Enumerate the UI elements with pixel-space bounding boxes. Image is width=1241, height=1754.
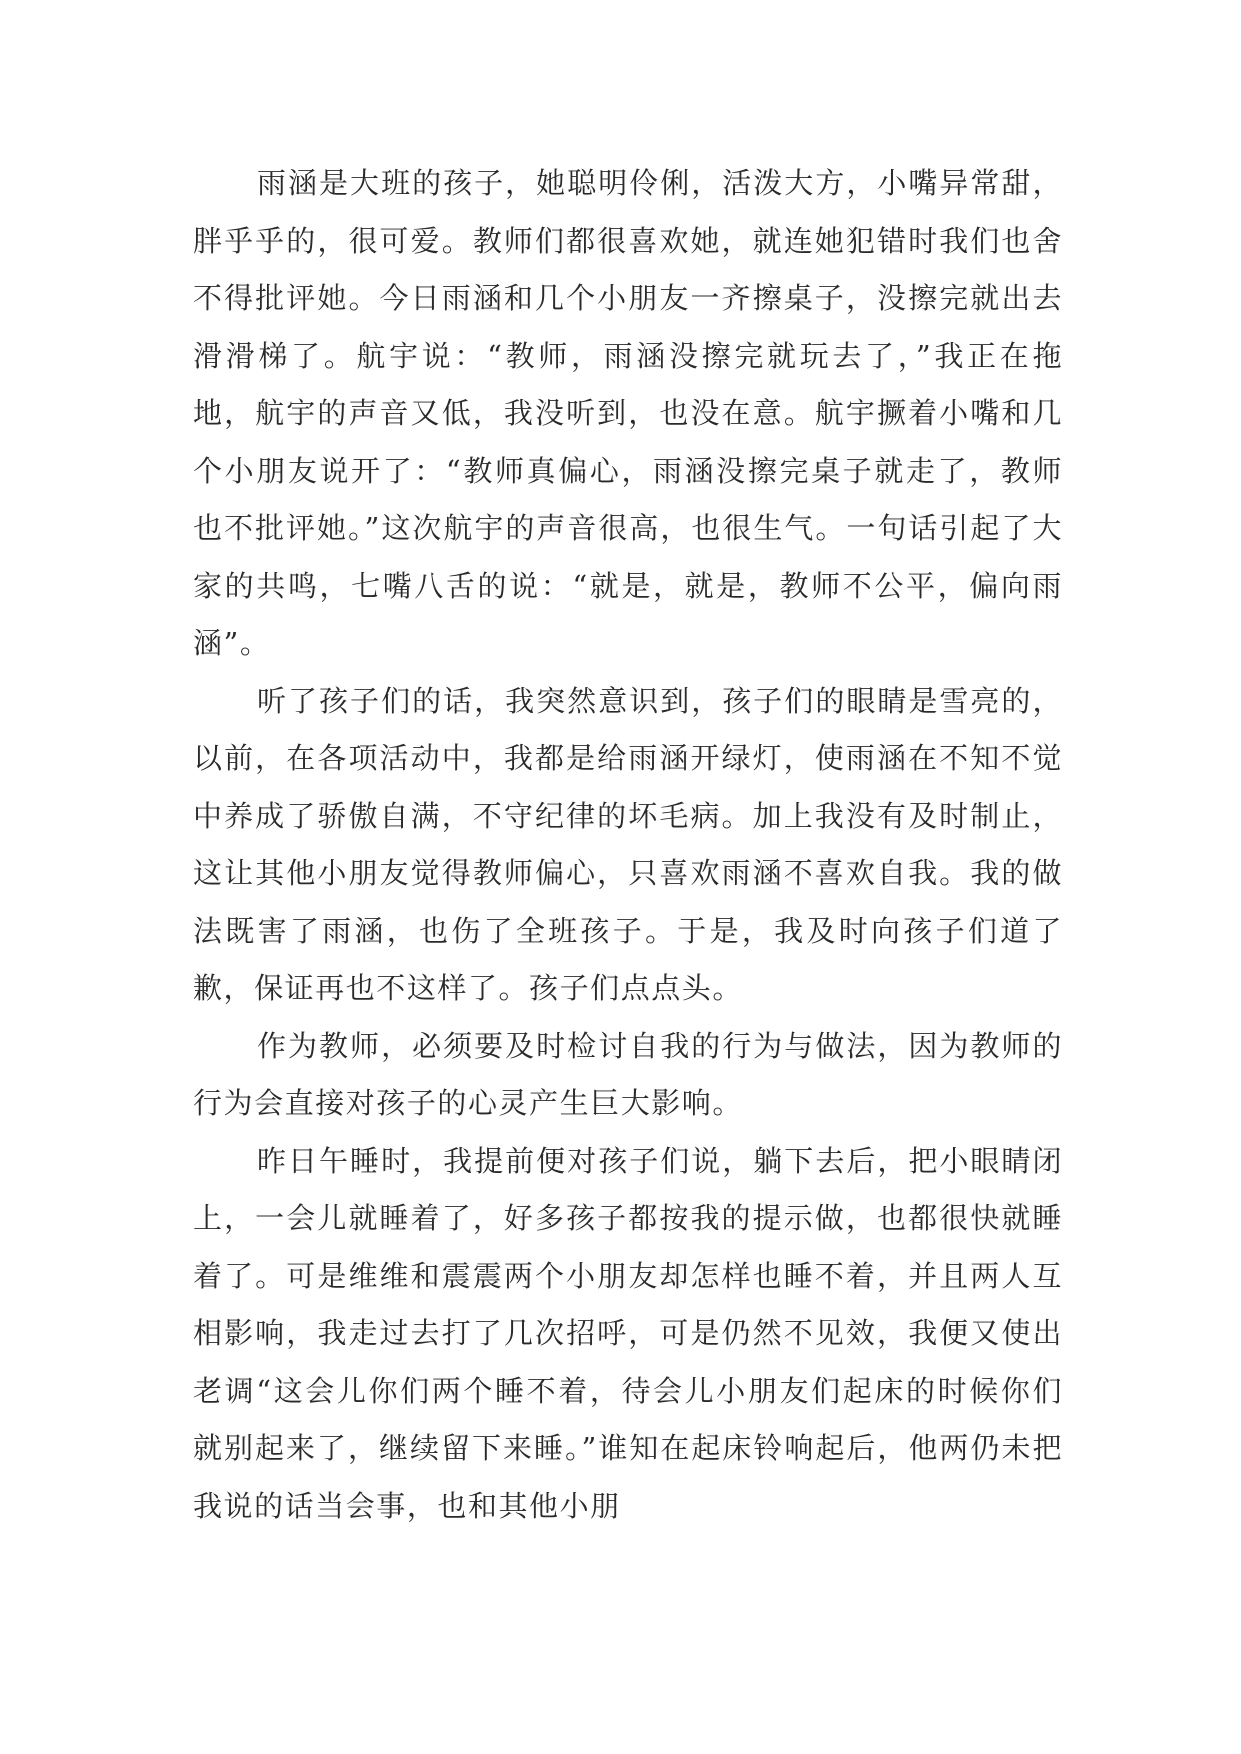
paragraph-2: 听了孩子们的话，我突然意识到，孩子们的眼睛是雪亮的，以前，在各项活动中，我都是给雨涵开绿灯，使雨涵在不知不觉中养成了骄傲自满，不守纪律的坏毛病。加上我没有及时制止，这让其他小朋友觉得教师偏心，只喜欢雨涵不喜欢自我。我的做法既害了雨涵，也伤了全班孩子。于是，我及时向孩子们道了歉，保证再也不这样了。孩子们点点头。 — [193, 683, 1063, 1005]
document-body — [193, 155, 1063, 1535]
paragraph-3: 作为教师，必须要及时检讨自我的行为与做法，因为教师的行为会直接对孩子的心灵产生巨大影响。 — [193, 1028, 1063, 1120]
paragraph-4: 昨日午睡时，我提前便对孩子们说，躺下去后，把小眼睛闭上，一会儿就睡着了，好多孩子都按我的提示做，也都很快就睡着了。可是维维和震震两个小朋友却怎样也睡不着，并且两人互相影响，我走过去打了几次招呼，可是仍然不见效，我便又使出老调“这会儿你们两个睡不着，待会儿小朋友们起床的时候你们就别起来了，继续留下来睡。”谁知在起床铃响起后，他两仍未把我说的话当会事，也和其他小朋 — [193, 1143, 1063, 1523]
paragraph-1: 雨涵是大班的孩子，她聪明伶俐，活泼大方，小嘴异常甜，胖乎乎的，很可爱。教师们都很喜欢她，就连她犯错时我们也舍不得批评她。今日雨涵和几个小朋友一齐擦桌子，没擦完就出去滑滑梯了。航宇说：“教师，雨涵没擦完就玩去了，”我正在拖地，航宇的声音又低，我没听到，也没在意。航宇撅着小嘴和几个小朋友说开了：“教师真偏心，雨涵没擦完桌子就走了，教师也不批评她。”这次航宇的声音很高，也很生气。一句话引起了大家的共鸣，七嘴八舌的说：“就是，就是，教师不公平，偏向雨涵”。 — [193, 166, 1063, 660]
